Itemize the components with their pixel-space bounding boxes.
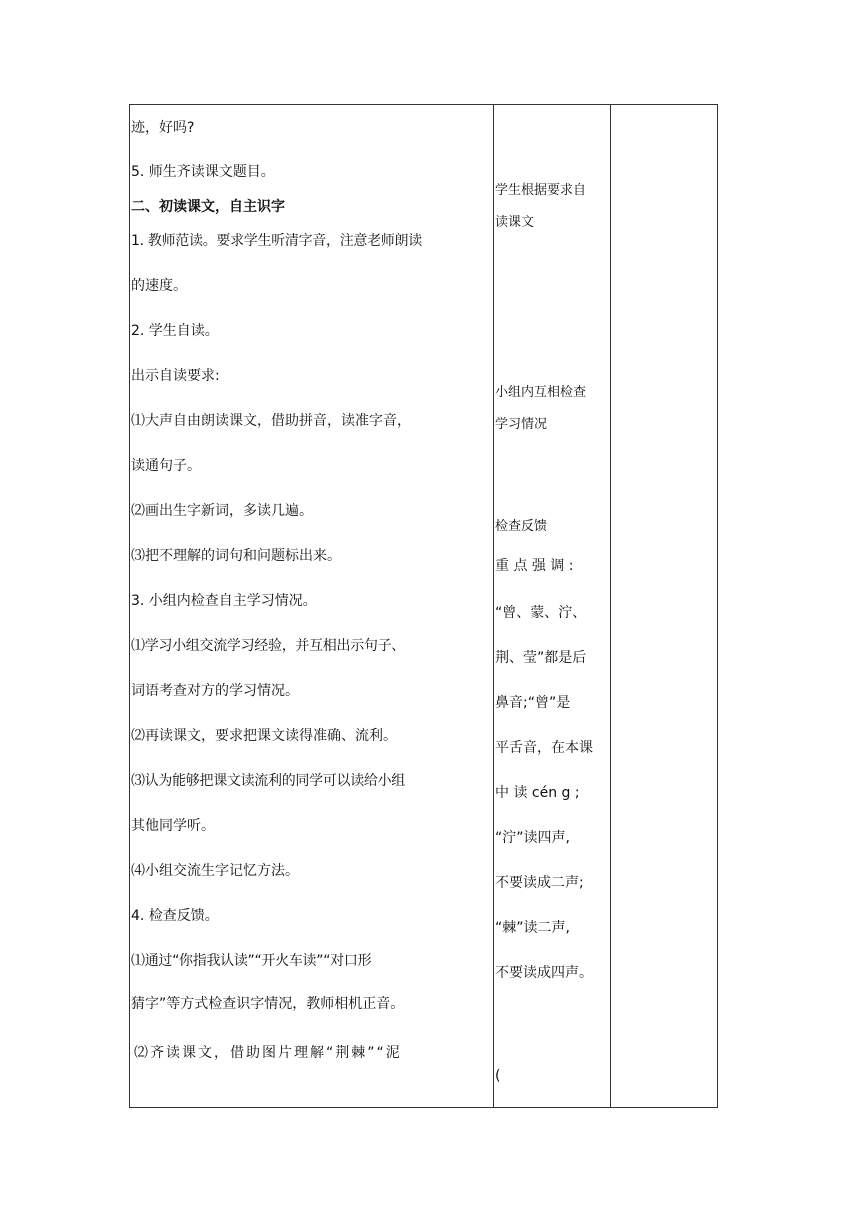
activity-line: 检查反馈 [495, 519, 548, 534]
activity-line: 鼻音;“曾”是 [495, 695, 571, 711]
text-line: ⑶认为能够把课文读流利的同学可以读给小组 [131, 773, 405, 789]
column-divider-1 [493, 105, 494, 1107]
text-line: ⑵再读课文，要求把课文读得准确、流利。 [131, 728, 397, 744]
text-line: 迹，好吗? [131, 120, 195, 136]
column-divider-2 [610, 105, 611, 1107]
text-line: 猜字”等方式检查识字情况，教师相机正音。 [131, 996, 405, 1012]
text-line: ⑴通过“你指我认读”“开火车读”“对口形 [131, 953, 372, 969]
activity-line: 小组内互相检查 [495, 385, 587, 400]
text-line: 词语考查对方的学习情况。 [131, 683, 299, 699]
text-line: 5. 师生齐读课文题目。 [131, 164, 275, 180]
section-heading: 二、初读课文，自主识字 [131, 199, 285, 215]
activity-line: “棘”读二声, [495, 920, 570, 936]
text-line: ⑵齐读课文，借助图片理解“荆棘”“泥 [134, 1045, 402, 1061]
activity-line: 学习情况 [495, 417, 548, 432]
activity-line: 重 点 强 调 : [495, 558, 574, 574]
activity-line: 荆、莹”都是后 [495, 650, 587, 666]
text-line: ⑴学习小组交流学习经验，并互相出示句子、 [131, 638, 405, 654]
activity-line: 不要读成二声; [495, 875, 584, 891]
text-line: 的速度。 [131, 278, 187, 294]
text-line: 1. 教师范读。要求学生听清字音，注意老师朗读 [131, 233, 422, 249]
activity-line: 读课文 [495, 215, 535, 230]
activity-line: 中 读 cén g ; [495, 785, 580, 801]
text-line: 读通句子。 [131, 458, 201, 474]
text-line: ⑴大声自由朗读课文，借助拼音，读准字音， [131, 413, 411, 429]
text-line: ⑶把不理解的词句和问题标出来。 [131, 548, 341, 564]
text-line: 4. 检查反馈。 [131, 908, 219, 924]
activity-line: 不要读成四声。 [495, 965, 593, 981]
activity-line: 学生根据要求自 [495, 183, 587, 198]
activity-line: “曾、蒙、泞、 [495, 605, 587, 621]
text-line: 3. 小组内检查自主学习情况。 [131, 593, 317, 609]
text-line: ⑷小组交流生字记忆方法。 [131, 863, 299, 879]
activity-line: “泞”读四声, [495, 830, 570, 846]
activity-line: ( [495, 1068, 501, 1084]
activity-line: 平舌音，在本课 [495, 740, 593, 756]
text-line: 其他同学听。 [131, 818, 215, 834]
text-line: 2. 学生自读。 [131, 323, 219, 339]
text-line: ⑵画出生字新词，多读几遍。 [131, 503, 313, 519]
text-line: 出示自读要求: [131, 368, 220, 384]
